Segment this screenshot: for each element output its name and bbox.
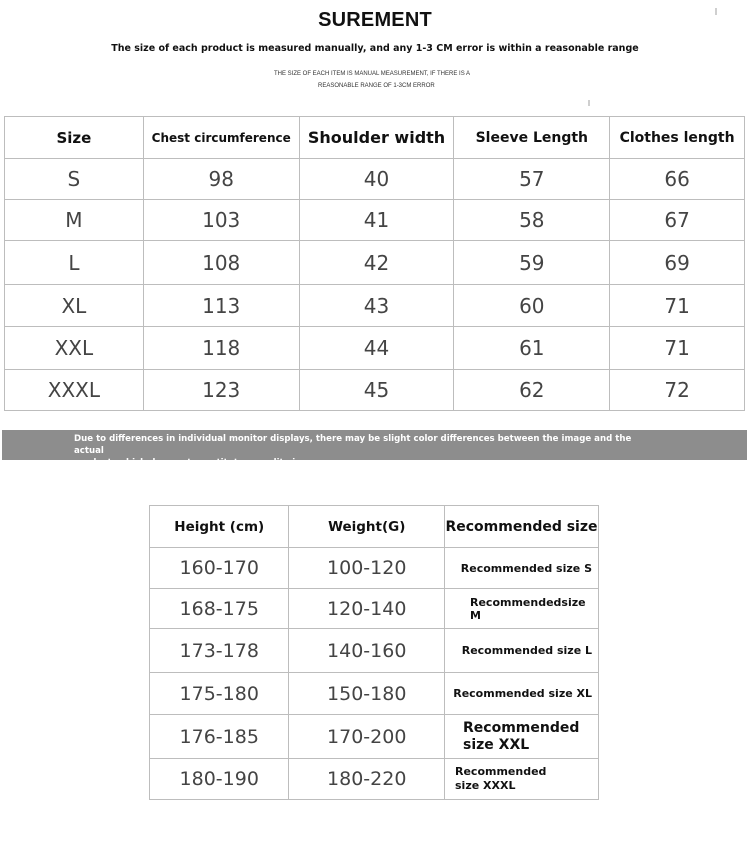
recommended-size-cell: Recommended size XXL [445, 715, 599, 759]
color-disclaimer-banner [2, 430, 747, 468]
shoulder-cell: 44 [299, 327, 454, 370]
measurement-note-small-line1: THE SIZE OF EACH ITEM IS MANUAL MEASUREMENT, IF THERE IS A [274, 71, 471, 77]
color-disclaimer-line2: product, which does not constitute a quality issue. [74, 458, 321, 468]
measurement-note: The size of each product is measured manually, and any 1-3 CM error is within a reasonable range [111, 43, 639, 54]
sleeve-cell: 58 [454, 200, 610, 241]
size-cell: M [5, 200, 144, 241]
sleeve-cell: 57 [454, 159, 610, 200]
height-cell: 176-185 [150, 715, 289, 759]
height-cell: 168-175 [150, 589, 289, 629]
recommended-size-cell: Recommended size XL [445, 673, 599, 715]
recommended-size-cell: Recommendedsize M [445, 589, 599, 629]
clothes-length-cell: 71 [610, 285, 745, 327]
decorative-mark [588, 100, 590, 106]
page-title: SUREMENT [318, 9, 432, 31]
height-cell: 175-180 [150, 673, 289, 715]
shoulder-cell: 43 [299, 285, 454, 327]
sleeve-cell: 59 [454, 241, 610, 285]
weight-cell: 100-120 [289, 548, 445, 589]
size-cell: L [5, 241, 144, 285]
chest-cell: 108 [143, 241, 299, 285]
color-disclaimer-line1: Due to differences in individual monitor displays, there may be slight color differences between the image and the actual [74, 434, 632, 456]
table-row [150, 673, 599, 715]
weight-cell: 150-180 [289, 673, 445, 715]
size-cell: XXL [5, 327, 144, 370]
sleeve-cell: 61 [454, 327, 610, 370]
clothes-length-cell: 66 [610, 159, 745, 200]
table-row [5, 159, 745, 200]
sleeve-cell: 60 [454, 285, 610, 327]
clothes-length-cell: 69 [610, 241, 745, 285]
weight-cell: 120-140 [289, 589, 445, 629]
recommended-size-cell: Recommended size L [445, 629, 599, 673]
height-cell: 180-190 [150, 759, 289, 800]
measurement-note-small [274, 68, 474, 92]
clothes-length-cell: 71 [610, 327, 745, 370]
header-size: Size [5, 117, 144, 159]
table-row [5, 241, 745, 285]
weight-cell: 180-220 [289, 759, 445, 800]
table-row [150, 715, 599, 759]
chest-cell: 98 [143, 159, 299, 200]
shoulder-cell: 41 [299, 200, 454, 241]
size-cell: XXXL [5, 370, 144, 411]
table-row [150, 589, 599, 629]
shoulder-cell: 40 [299, 159, 454, 200]
decorative-mark [715, 8, 717, 15]
clothes-length-cell: 67 [610, 200, 745, 241]
header-chest-circumference: Chest circumference [143, 117, 299, 159]
header-clothes-length: Clothes length [610, 117, 745, 159]
size-cell: S [5, 159, 144, 200]
chest-cell: 118 [143, 327, 299, 370]
table-row [5, 285, 745, 327]
size-recommendation-table [149, 505, 599, 800]
table-row [5, 370, 745, 411]
size-cell: XL [5, 285, 144, 327]
shoulder-cell: 42 [299, 241, 454, 285]
table-row [5, 200, 745, 241]
weight-cell: 170-200 [289, 715, 445, 759]
shoulder-cell: 45 [299, 370, 454, 411]
chest-cell: 103 [143, 200, 299, 241]
clothes-length-cell: 72 [610, 370, 745, 411]
recommended-size-cell: Recommended size XXXL [445, 759, 599, 800]
header-sleeve-length: Sleeve Length [454, 117, 610, 159]
chest-cell: 123 [143, 370, 299, 411]
recommended-size-cell: Recommended size S [445, 548, 599, 589]
table-row [150, 629, 599, 673]
weight-cell: 140-160 [289, 629, 445, 673]
header-recommended-size: Recommended size [445, 506, 599, 548]
table-row [150, 548, 599, 589]
header-shoulder-width: Shoulder width [299, 117, 454, 159]
color-disclaimer-text [74, 433, 664, 469]
table-header-row [5, 117, 745, 159]
height-cell: 173-178 [150, 629, 289, 673]
height-cell: 160-170 [150, 548, 289, 589]
header-weight: Weight(G) [289, 506, 445, 548]
chest-cell: 113 [143, 285, 299, 327]
header-height: Height (cm) [150, 506, 289, 548]
size-chart-table [4, 116, 745, 411]
table-header-row [150, 506, 599, 548]
table-row [5, 327, 745, 370]
table-row [150, 759, 599, 800]
sleeve-cell: 62 [454, 370, 610, 411]
measurement-note-small-line2: REASONABLE RANGE OF 1-3CM ERROR [318, 83, 435, 89]
